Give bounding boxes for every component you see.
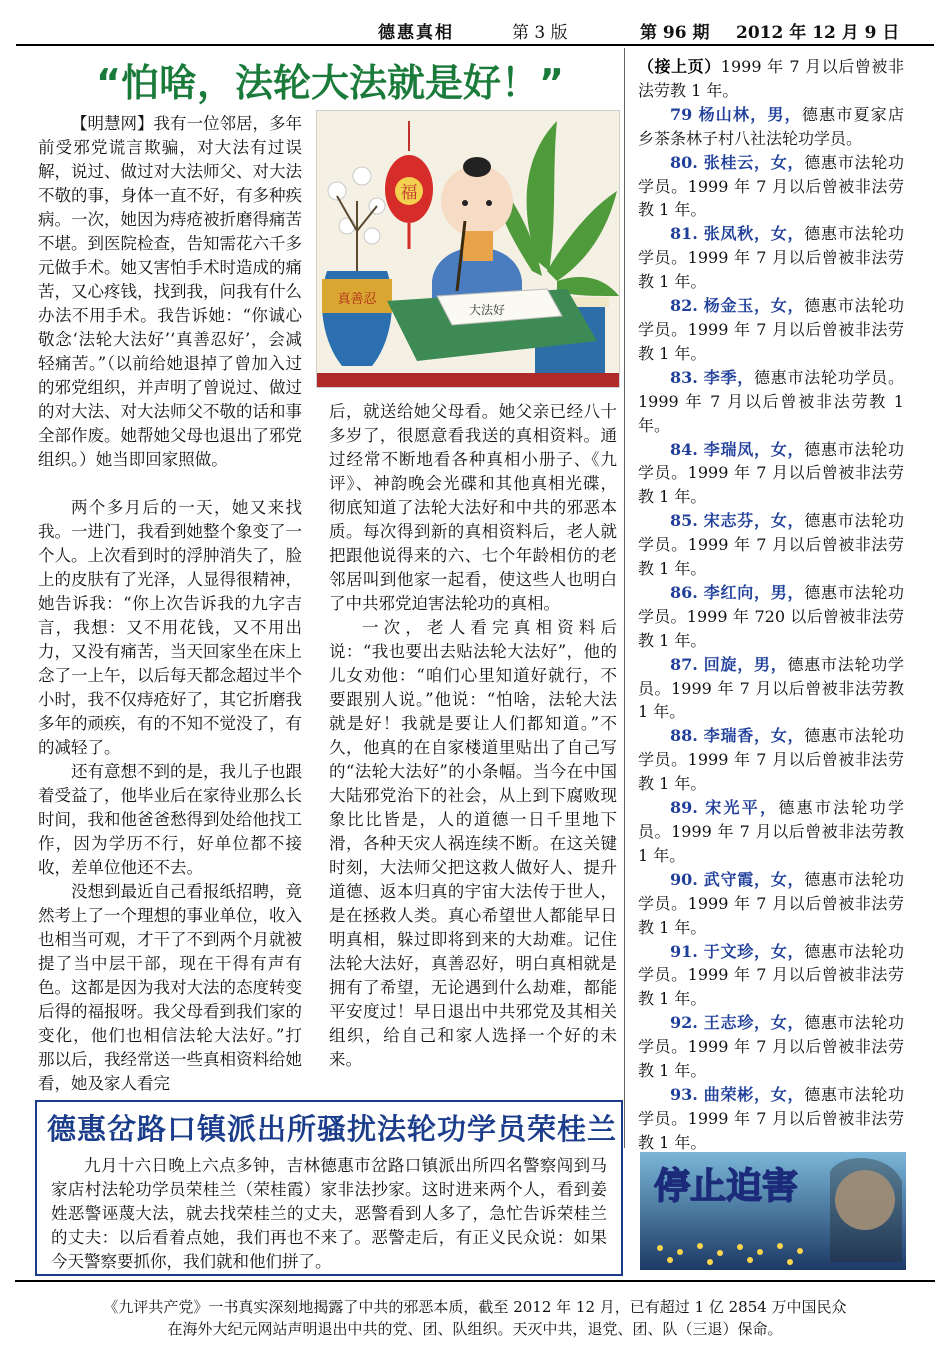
child-writing-illustration <box>316 110 620 388</box>
victim-number: 90. <box>670 869 698 889</box>
footer-line-1: 《九评共产党》一书真实深刻地揭露了中共的邪恶本质，截至 2012 年 12 月，已有超过 1 亿 2854 万中国民众 <box>103 1298 847 1316</box>
news-paragraph: 九月十六日晚上六点多钟，吉林德惠市岔路口镇派出所四名警察闯到马家店村法轮功学员荣桂兰（荣桂霞）家非法抄家。这时进来两个人，看到姜姓恶警诬蔑大法，就去找荣桂兰的丈夫，恶警看到人多了，急忙告诉荣桂兰的丈夫：以后看着点她，我们再也不来了。恶警走后，有正义民众说：如果今天警察要抓你，我们就和他们拼了。 <box>51 1156 607 1271</box>
victim-name: 李季， <box>703 367 754 387</box>
victim-number: 87. <box>670 654 698 674</box>
victim-details: 德惠市法轮功学员。1999 年 7 月以后曾被非法劳教 1 年。 <box>638 869 904 937</box>
victim-name: 李瑞凤，女， <box>703 439 805 459</box>
list-intro: 1999 年 7 月以后曾被非法劳教 1 年。 <box>638 57 904 100</box>
article-column-2 <box>329 400 617 1072</box>
victim-details: 德惠市夏家店乡茶条林子村八社法轮功学员。 <box>638 104 904 148</box>
header-rule <box>16 44 934 46</box>
victim-name: 张桂云，女， <box>703 152 805 172</box>
victim-details: 德惠市法轮功学员。1999 年 7 月以后曾被非法劳教 1 年。 <box>638 654 904 722</box>
article-paragraph: 还有意想不到的是，我儿子也跟着受益了，他毕业后在家待业那么长时间，我和他爸爸愁得到处给他找工作，因为学历不行，好单位都不接收，差单位他还不去。 <box>38 762 302 877</box>
victim-number: 85. <box>670 511 698 531</box>
article-title: “怕啥，法轮大法就是好！” <box>96 61 564 105</box>
footer-rule <box>15 1280 935 1282</box>
victim-number: 81. <box>670 224 698 244</box>
illustration-svg <box>317 111 619 387</box>
lantern-character: 福 <box>400 183 418 203</box>
victim-details: 德惠市法轮功学员。1999 年 7 月以后曾被非法劳教 1 年。 <box>638 224 904 292</box>
victim-name: 于文珍，女， <box>703 941 805 961</box>
edition-number: 第 3 版 <box>512 23 568 43</box>
victim-details: 德惠市法轮功学员。1999 年 7 月以后曾被非法劳教 1 年。 <box>638 152 904 220</box>
column-divider <box>624 48 625 1148</box>
article-paragraph: 一次，老人看完真相资料后说：“我也要出去贴法轮大法好”，他的儿女劝他：“咱们心里知道好就行，不要跟别人说。”他说：“怕啥，法轮大法就是好！我就是要让人们都知道。”不久，他真的在自家楼道里贴出了自己写的“法轮大法好”的小条幅。当今在中国大陆邪党治下的社会，从上到下腐败现象比比皆是，人的道德一日千里地下滑，各种天灾人祸连续不断。在这关键时刻，大法师父把这救人做好人、提升道德、返本归真的宇宙大法传于世人，是在拯救人类。真心希望世人都能早日明真相，躲过即将到来的大劫难。记住法轮大法好，真善忍好，明白真相就是拥有了希望，无论遇到什么劫难，都能平安度过！早日退出中共邪党及其相关组织，给自己和家人选择一个好的未来。 <box>329 618 617 1069</box>
victim-entry <box>638 509 904 581</box>
victim-details: 德惠市法轮功学员。1999 年 7 月以后曾被非法劳教 1 年。 <box>638 296 904 363</box>
victim-details: 德惠市法轮功学员。1999 年 7 月以后曾被非法劳教 1 年。 <box>638 511 904 579</box>
victim-entry <box>638 438 904 510</box>
victim-name: 杨山林，男， <box>698 104 802 124</box>
victim-details: 德惠市法轮功学员。1999 年 7 月以后曾被非法劳教 1 年。 <box>638 1013 904 1081</box>
victim-name: 宋光平， <box>705 798 779 818</box>
news-box-body <box>51 1154 607 1274</box>
victim-details: 德惠市法轮功学员。1999 年 7 月以后曾被非法劳教 1 年。 <box>638 726 904 794</box>
victim-entry <box>638 653 904 725</box>
victim-details: 德惠市法轮功学员。1999 年 7 月以后曾被非法劳教 1 年。 <box>638 941 904 1009</box>
victim-number: 83. <box>670 367 698 387</box>
article-column-1-lower <box>38 496 302 1096</box>
news-box-title: 德惠岔路口镇派出所骚扰法轮功学员荣桂兰 <box>47 1112 618 1146</box>
footer-line-2: 在海外大纪元网站声明退出中共的党、团、队组织。天灭中共，退党、团、队（三退）保命。 <box>167 1320 783 1338</box>
victim-entry <box>638 103 904 151</box>
victim-details: 德惠市法轮功学员。1999 年 7 月以后曾被非法劳教 1 年。 <box>638 367 904 435</box>
victim-name: 武守霞，女， <box>703 869 805 889</box>
victim-number: 84. <box>670 439 698 459</box>
continued-marker: （接上页） <box>638 57 721 76</box>
paper-name: 德惠真相 <box>378 23 454 43</box>
victim-number: 86. <box>670 582 698 602</box>
victim-name: 李瑞香，女， <box>703 726 805 746</box>
issue-date: 2012 年 12 月 9 日 <box>736 23 900 43</box>
victim-entry <box>638 222 904 294</box>
victim-number: 91. <box>670 941 698 961</box>
candlelight-vigil-image <box>640 1152 906 1270</box>
news-box <box>35 1100 623 1276</box>
victim-entry <box>638 724 904 796</box>
victim-entry <box>638 1011 904 1083</box>
victim-name: 张凤秋，女， <box>703 224 805 244</box>
victim-name: 曲荣彬，女， <box>703 1084 805 1104</box>
victim-entry <box>638 940 904 1012</box>
stop-persecution-banner <box>640 1152 906 1270</box>
article-paragraph: 【明慧网】我有一位邻居，多年前受邪党谎言欺骗，对大法有过误解，说过、做过对大法师父、对大法不敬的事，身体一直不好，有多种疾病。一次，她因为痔疮被折磨得痛苦不堪。到医院检查，告知需花六千多元做手术。她又害怕手术时造成的痛苦，又心疼钱，找到我，问我有什么办法不用手术。我告诉她：“你诚心敬念‘法轮大法好’‘真善忍好’，会减轻痛苦。”（以前给她退掉了曾加入过的邪党组织，并声明了曾说过、做过的对大法、对大法师父不敬的话和事全部作废。她帮她父母也退出了邪党组织。）她当即回家照做。 <box>38 114 302 469</box>
victim-name: 回旋，男， <box>703 654 788 674</box>
victim-entry <box>638 796 904 868</box>
masthead <box>0 18 950 44</box>
vase-label: 真善忍 <box>337 292 377 307</box>
victim-entry <box>638 868 904 940</box>
victim-entry <box>638 581 904 653</box>
scroll-text: 大法好 <box>468 303 506 317</box>
footer-note <box>30 1296 920 1340</box>
victim-number: 89. <box>670 798 698 818</box>
article-paragraph: 两个多月后的一天，她又来找我。一进门，我看到她整个象变了一个人。上次看到时的浮肿消失了，脸上的皮肤有了光泽，人显得很精神，她告诉我：“你上次告诉我的九字吉言，我想：又不用花钱，又不用出力，又没有痛苦，当天回家坐在床上念了一上午，以后每天都念超过半个小时，我不仅痔疮好了，其它折磨我多年的顽疾，有的不知不觉没了，有的减轻了。 <box>38 498 302 757</box>
victim-number: 79 <box>670 104 693 124</box>
victim-number: 88. <box>670 726 698 746</box>
victim-entry <box>638 1083 904 1155</box>
victim-entries <box>638 103 904 1155</box>
victim-details: 德惠市法轮功学员。1999 年 7 月以后曾被非法劳教 1 年。 <box>638 1084 904 1152</box>
victim-number: 92. <box>670 1013 698 1033</box>
article-paragraph: 后，就送给她父母看。她父亲已经八十多岁了，很愿意看我送的真相资料。通过经常不断地看各种真相小册子、《九评》、神韵晚会光碟和其他真相光碟，彻底知道了法轮大法好和中共的邪恶本质。每次得到新的真相资料后，老人就把跟他说得来的六、七个年龄相仿的老邻居叫到他家一起看，使这些人也明白了中共邪党迫害法轮功的真相。 <box>329 402 617 613</box>
victim-name: 李红向，男， <box>703 582 805 602</box>
victim-details: 德惠市法轮功学员。1999 年 720 以后曾被非法劳教 1 年。 <box>638 582 904 650</box>
victim-number: 82. <box>670 296 698 316</box>
victim-name: 宋志芬，女， <box>703 511 805 531</box>
article-paragraph: 没想到最近自己看报纸招聘，竟然考上了一个理想的事业单位，收入也相当可观，才干了不到两个月就被提了当中层干部，现在干得有声有色。这都是因为我对大法的态度转变后得的福报呀。我父母看到我们家的变化，他们也相信法轮大法好。”打那以后，我经常送一些真相资料给她看，她及家人看完 <box>38 882 302 1093</box>
issue-number: 第 96 期 <box>640 23 710 43</box>
victim-list <box>638 55 904 1155</box>
victim-number: 93. <box>670 1084 698 1104</box>
victim-entry <box>638 294 904 366</box>
victim-details: 德惠市法轮功学员。1999 年 7 月以后曾被非法劳教 1 年。 <box>638 798 904 865</box>
banner-text: 停止迫害 <box>654 1166 799 1207</box>
victim-name: 王志珍，女， <box>703 1013 805 1033</box>
victim-details: 德惠市法轮功学员。1999 年 7 月以后曾被非法劳教 1 年。 <box>638 439 904 507</box>
article-column-1 <box>38 112 302 472</box>
victim-name: 杨金玉，女， <box>703 296 805 316</box>
victim-number: 80. <box>670 152 698 172</box>
victim-entry <box>638 151 904 223</box>
victim-entry <box>638 366 904 438</box>
